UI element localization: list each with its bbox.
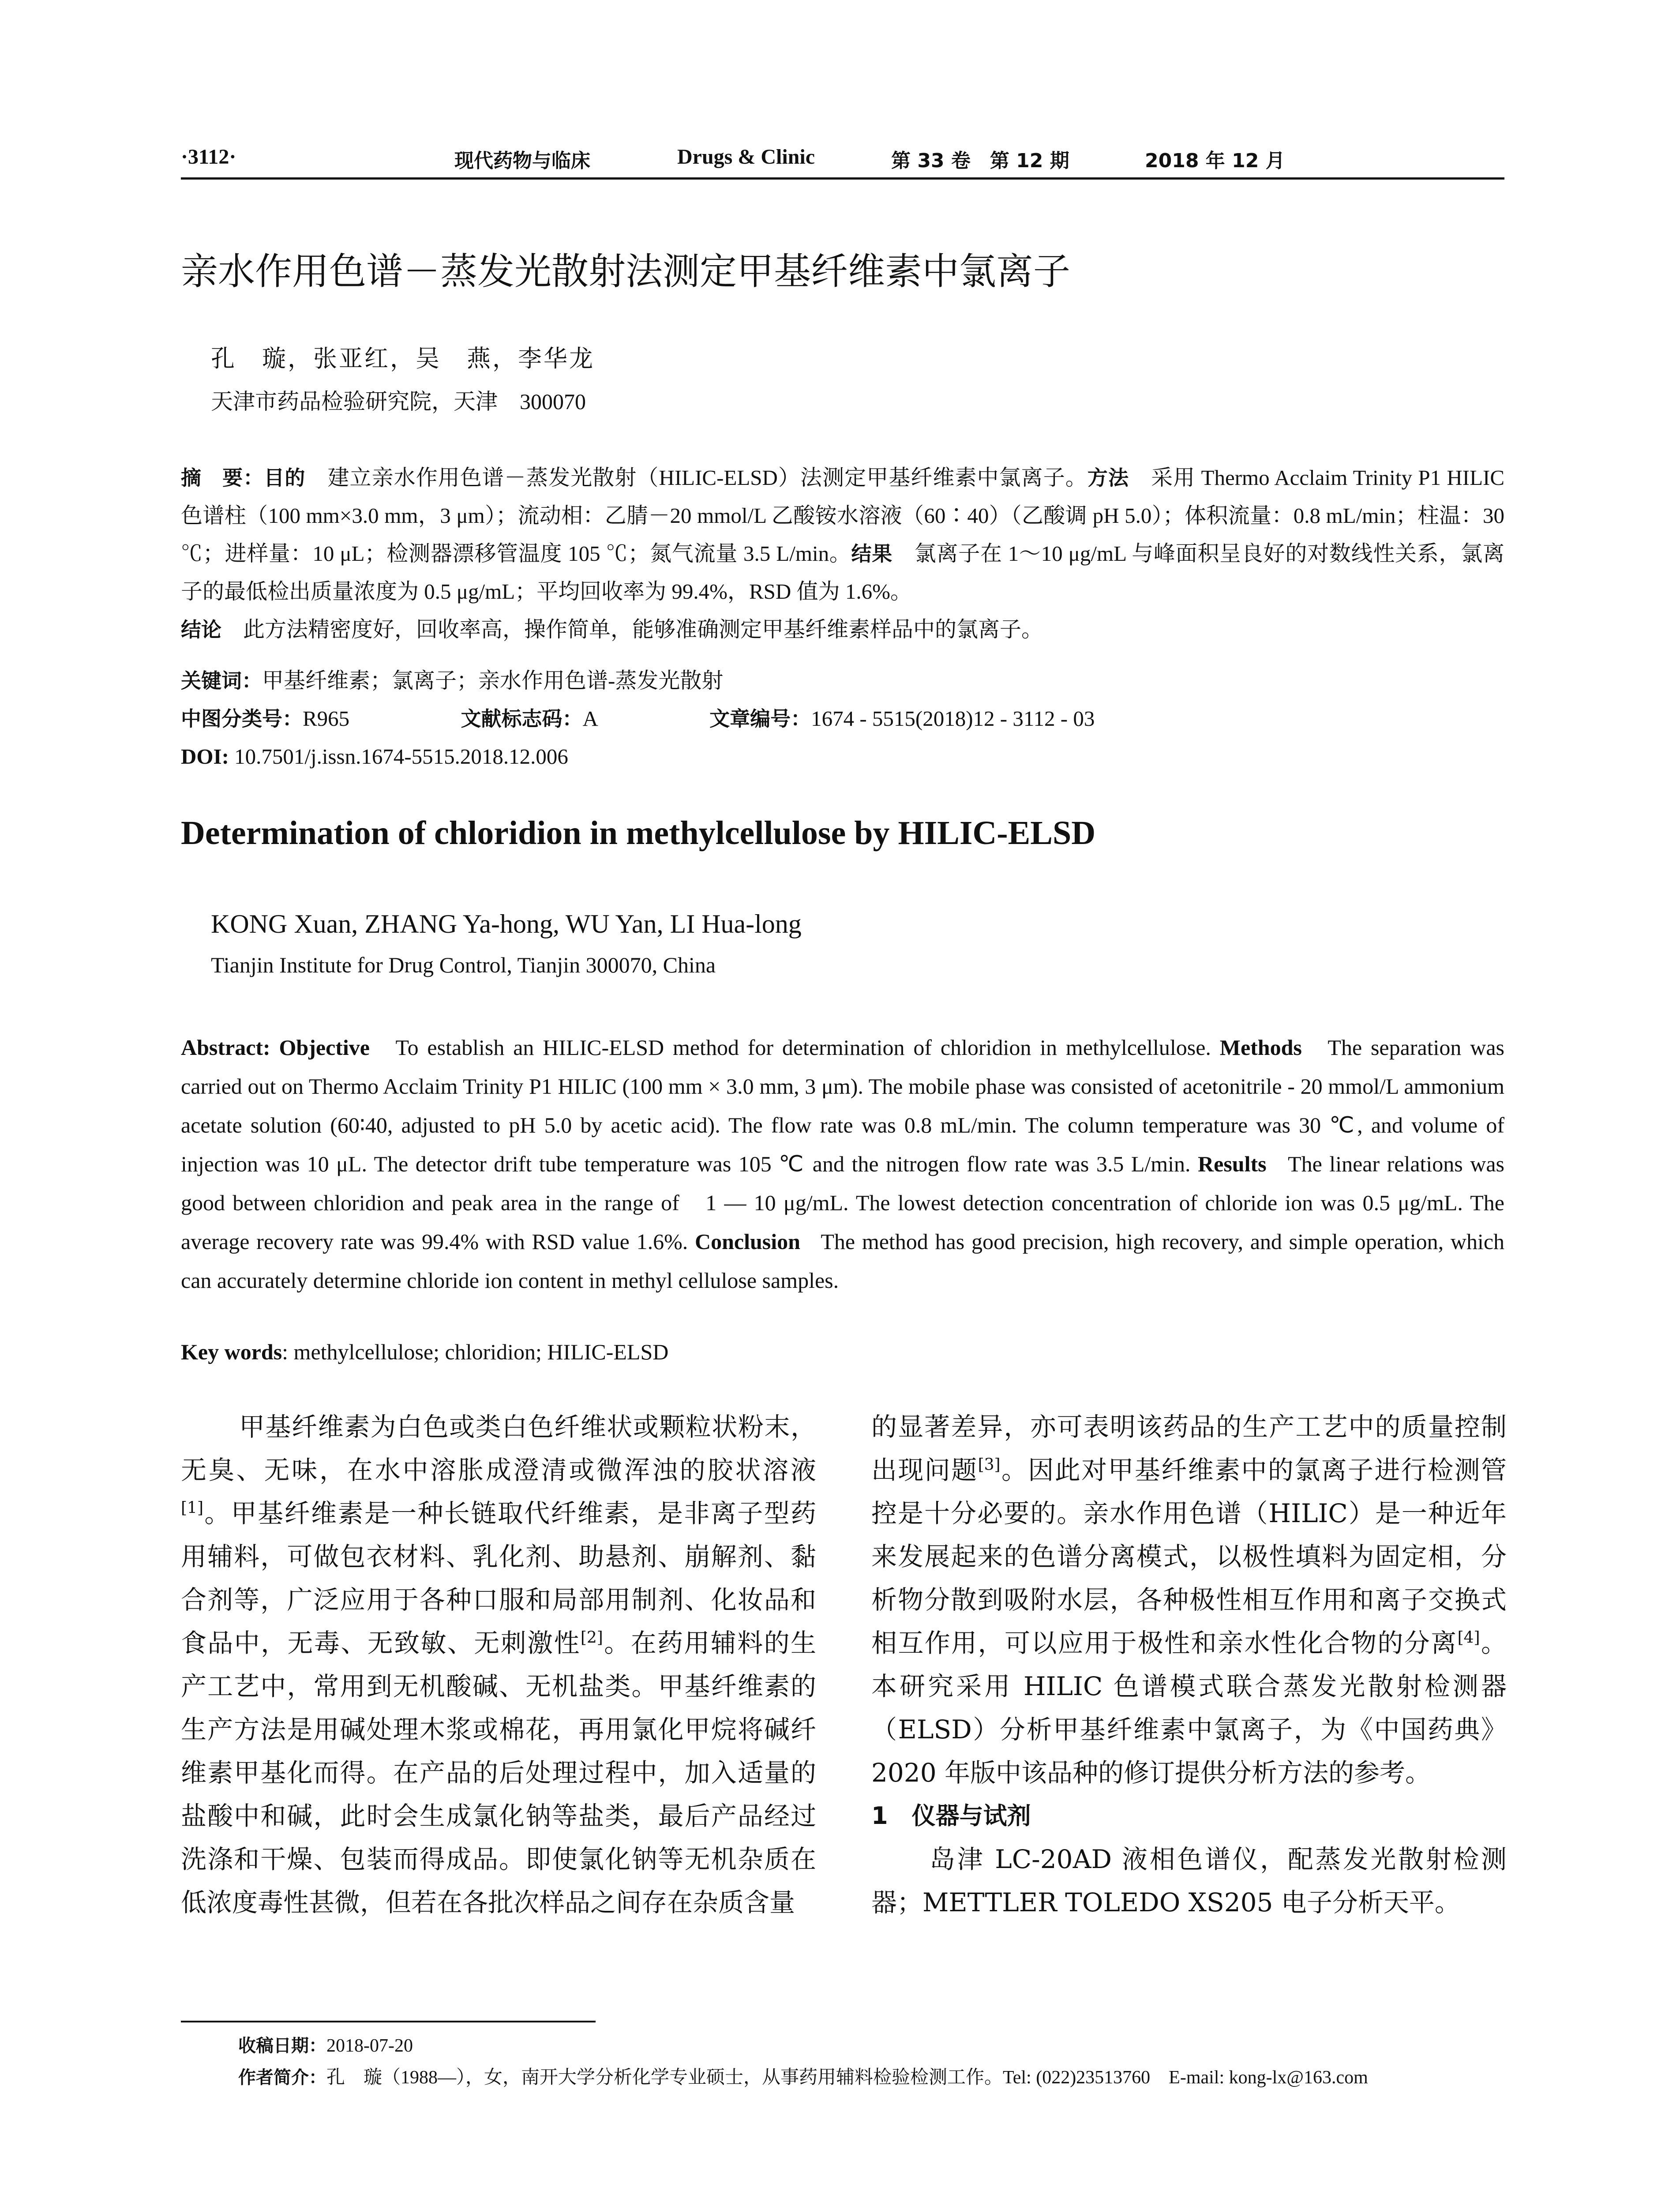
body-paragraph xyxy=(871,1405,1507,1794)
body-text: 。甲基纤维素是一种长链取代纤维素，是非离子型药用辅料，可做包衣材料、乳化剂、助悬剂、崩解剂、黏合剂等，广泛应用于各种口服和局部用制剂、化妆品和食品中，无毒、无致敏、无刺激性 xyxy=(181,1498,816,1658)
body-text: 甲基纤维素为白色或类白色纤维状或颗粒状粉末，无臭、无味，在水中溶胀成澄清或微浑浊的胶状溶液 xyxy=(181,1412,816,1485)
authors-en: KONG Xuan, ZHANG Ya-hong, WU Yan, LI Hua-long xyxy=(211,909,802,938)
body-paragraph: 岛津 LC-20AD 液相色谱仪，配蒸发光散射检测器；METTLER TOLEDO XS205 电子分析天平。 xyxy=(871,1844,1507,1917)
conclusion-cn-label: 结论 xyxy=(181,618,221,642)
abstract-cn-label: 摘 要： xyxy=(181,466,264,490)
footnote-author xyxy=(238,2063,1518,2089)
citation-ref: [3] xyxy=(978,1456,1001,1474)
article-title-cn: 亲水作用色谱－蒸发光散射法测定甲基纤维素中氯离子 xyxy=(181,250,1071,293)
body-paragraph xyxy=(181,1405,816,1924)
running-header xyxy=(181,140,1504,180)
classification-line xyxy=(181,700,1504,738)
article-no-label: 文章编号： xyxy=(709,707,811,731)
methods-cn: 采用 Thermo Acclaim Trinity P1 HILIC 色谱柱（100 mm×3.0 mm，3 μm）；流动相：乙腈－20 mmol/L 乙酸铵水溶液（60∶40）（乙酸调 pH 5.0）；体积流量：0.8 mL/min；柱温：30 ℃；进样量：10 μL；检测器漂移管温度 105 ℃；氮气流量 3.5 L/min。 xyxy=(181,465,1505,566)
volume-issue: 第 33 卷 第 12 期 xyxy=(891,150,1069,172)
body-text: 的显著差异，亦可表明该药品的生产工艺中的质量控制出现问题 xyxy=(871,1412,1507,1485)
doi-value: 10.7501/j.issn.1674-5515.2018.12.006 xyxy=(234,744,568,769)
authors-cn: 孔 璇，张亚红，吴 燕，李华龙 xyxy=(211,345,595,372)
affiliation-en: Tianjin Institute for Drug Control, Tianjin 300070, China xyxy=(211,953,716,977)
footnote-received xyxy=(238,2032,1518,2057)
results-cn-label: 结果 xyxy=(851,542,893,566)
header-rule xyxy=(181,177,1504,180)
article-no-value: 1674 - 5515(2018)12 - 3112 - 03 xyxy=(811,706,1095,731)
abstract-en xyxy=(181,1028,1504,1300)
keywords-cn xyxy=(181,662,1504,700)
objective-cn-label: 目的 xyxy=(264,466,306,490)
doc-code-value: A xyxy=(582,706,598,731)
abstract-en-label: Abstract: xyxy=(181,1035,270,1060)
body-column-right xyxy=(871,1405,1507,1924)
keywords-cn-label: 关键词： xyxy=(181,669,262,693)
section-heading: 1 仪器与试剂 xyxy=(871,1802,1031,1830)
clc-value: R965 xyxy=(303,706,350,731)
keywords-en xyxy=(181,1339,1504,1365)
keywords-en-label: Key words xyxy=(181,1339,282,1364)
citation-ref: [2] xyxy=(580,1628,603,1647)
objective-en: To establish an HILIC-ELSD method for determination of chloridion in methylcellulose. xyxy=(395,1035,1211,1060)
issue-date: 2018 年 12 月 xyxy=(1145,150,1285,172)
results-en: The linear relations was good between chloridion and peak area in the range of 1 — 10 μg/mL. The lowest detection concentration of chloride ion was 0.5 μg/mL. The average recovery rate was 99.4% with RSD value 1.6%. xyxy=(181,1152,1504,1254)
methods-en: The separation was carried out on Thermo Acclaim Trinity P1 HILIC (100 mm × 3.0 mm, 3 μm). The mobile phase was consisted of acetonitrile - 20 mmol/L ammonium acetate solution (60∶40, adjusted to pH 5.0 by acetic acid). The flow rate was 0.8 mL/min. The column temperature was 30 ℃, and volume of injection was 10 μL. The detector drift tube temperature was 105 ℃ and the nitrogen flow rate was 3.5 L/min. xyxy=(181,1035,1504,1176)
citation-ref: [1] xyxy=(181,1499,203,1517)
clc-label: 中图分类号： xyxy=(181,707,303,731)
methods-en-label: Methods xyxy=(1219,1035,1302,1060)
body-text: 。在药用辅料的生产工艺中，常用到无机酸碱、无机盐类。甲基纤维素的生产方法是用碱处理木浆或棉花，再用氯化甲烷将碱纤维素甲基化而得。在产品的后处理过程中，加入适量的盐酸中和碱，此时会生成氯化钠等盐类，最后产品经过洗涤和干燥、包装而得成品。即使氯化钠等无机杂质在低浓度毒性甚微，但若在各批次样品之间存在杂质含量 xyxy=(181,1628,816,1917)
received-date: 2018-07-20 xyxy=(326,2036,413,2056)
objective-en-label: Objective xyxy=(279,1035,370,1060)
author-bio: 孔 璇（1988—），女，南开大学分析化学专业硕士，从事药用辅料检验检测工作。Tel: (022)23513760 E-mail: kong-lx@163.com xyxy=(326,2067,1368,2088)
affiliation-cn: 天津市药品检验研究院，天津 300070 xyxy=(211,389,586,414)
doc-code-label: 文献标志码： xyxy=(461,707,583,731)
keywords-en-value: : methylcellulose; chloridion; HILIC-ELSD xyxy=(282,1339,669,1364)
conclusion-cn: 此方法精密度好，回收率高，操作简单，能够准确测定甲基纤维素样品中的氯离子。 xyxy=(243,617,1043,642)
doi-label: DOI: xyxy=(181,744,229,769)
objective-cn: 建立亲水作用色谱－蒸发光散射（HILIC-ELSD）法测定甲基纤维素中氯离子。 xyxy=(327,465,1088,490)
methods-cn-label: 方法 xyxy=(1087,466,1129,490)
body-text: 。本研究采用 HILIC 色谱模式联合蒸发光散射检测器（ELSD）分析甲基纤维素中氯离子，为《中国药典》2020 年版中该品种的修订提供分析方法的参考。 xyxy=(871,1628,1507,1788)
page-number: ·3112· xyxy=(181,145,236,169)
keywords-cn-value: 甲基纤维素；氯离子；亲水作用色谱-蒸发光散射 xyxy=(262,668,724,693)
journal-name-en: Drugs & Clinic xyxy=(677,145,815,169)
author-bio-label: 作者简介： xyxy=(238,2067,326,2088)
citation-ref: [4] xyxy=(1457,1628,1480,1647)
conclusion-en: The method has good precision, high recovery, and simple operation, which can accurately determine chloride ion content in methyl cellulose samples. xyxy=(181,1229,1505,1293)
journal-name-cn: 现代药物与临床 xyxy=(454,150,590,172)
conclusion-en-label: Conclusion xyxy=(695,1229,800,1254)
footnote-rule xyxy=(181,2021,596,2022)
body-text: 。因此对甲基纤维素中的氯离子进行检测管控是十分必要的。亲水作用色谱（HILIC）是一种近年来发展起来的色谱分离模式，以极性填料为固定相，分析物分散到吸附水层，各种极性相互作用和离子交换式相互作用，可以应用于极性和亲水性化合物的分离 xyxy=(871,1455,1507,1658)
results-cn: 氯离子在 1～10 μg/mL 与峰面积呈良好的对数线性关系，氯离子的最低检出质量浓度为 0.5 μg/mL；平均回收率为 99.4%，RSD 值为 1.6%。 xyxy=(181,541,1504,604)
article-title-en: Determination of chloridion in methylcellulose by HILIC-ELSD xyxy=(181,814,1096,852)
results-en-label: Results xyxy=(1198,1152,1267,1176)
abstract-cn xyxy=(181,459,1504,649)
received-label: 收稿日期： xyxy=(238,2036,326,2056)
body-column-left xyxy=(181,1405,816,1924)
doi-line xyxy=(181,738,1504,776)
